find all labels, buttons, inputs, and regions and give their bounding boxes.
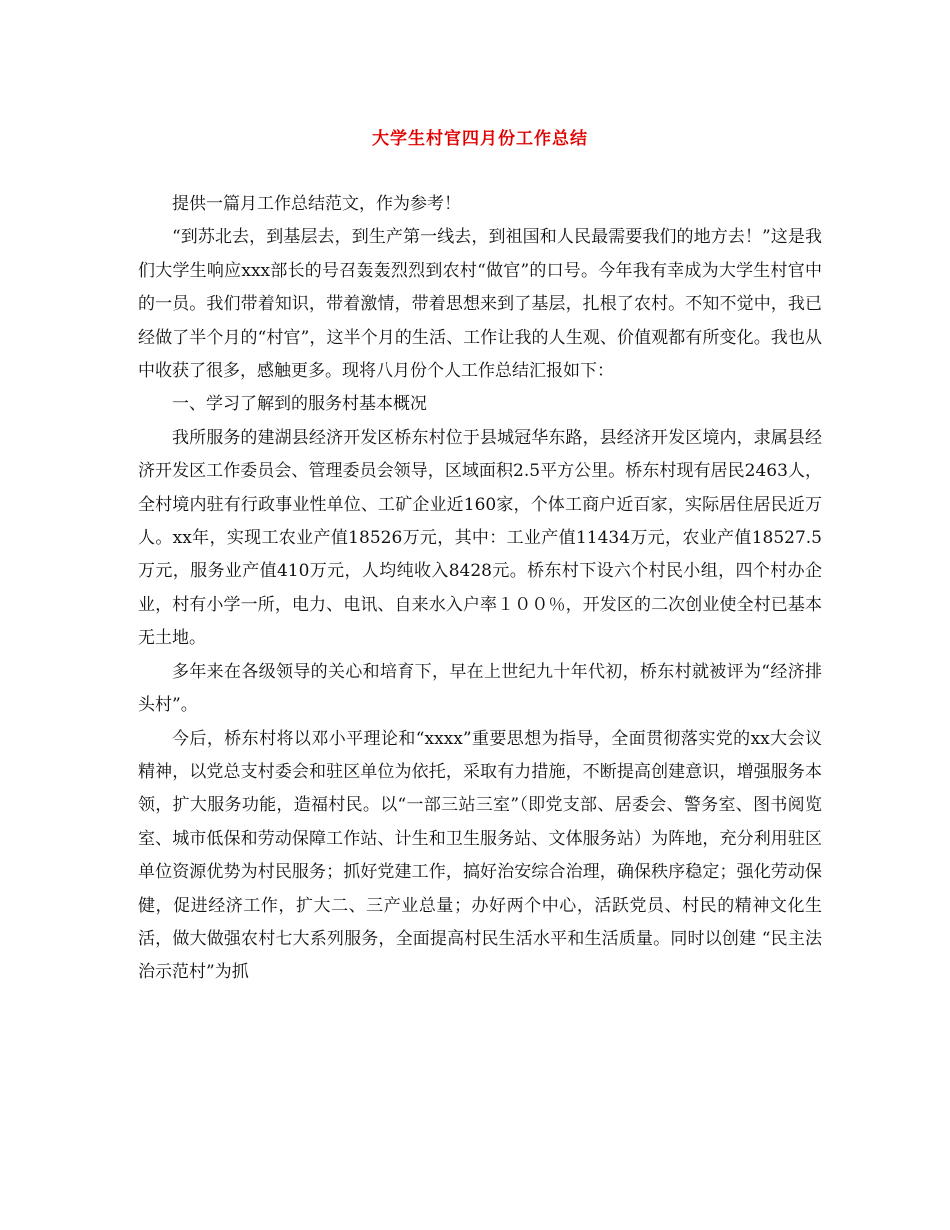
paragraph-future-plan: 今后，桥东村将以邓小平理论和“xxxx”重要思想为指导，全面贯彻落实党的xx大会议精神，以党总支村委会和驻区单位为依托，采取有力措施，不断提高创建意识，增强服务本领，扩大服务功能，造福村民。以“一部三站三室”（即党支部、居委会、警务室、图书阅览室、城市低保和劳动保障工作站、计生和卫生服务站、文体服务站）为阵地，充分利用驻区单位资源优势为村民服务；抓好党建工作，搞好治安综合治理，确保秩序稳定；强化劳动保健，促进经济工作，扩大二、三产业总量；办好两个中心，活跃党员、村民的精神文化生活，做大做强农村七大系列服务，全面提高村民生活水平和生活质量。同时以创建 “民主法治示范村”为抓 <box>138 728 822 983</box>
paragraph-intro: 提供一篇月工作总结范文，作为参考！ <box>172 194 461 214</box>
paragraph-honor: 多年来在各级领导的关心和培育下，早在上世纪九十年代初，桥东村就被评为“经济排头村”。 <box>138 661 822 716</box>
document-body <box>138 188 822 990</box>
section-heading-village-overview: 一、学习了解到的服务村基本概况 <box>172 394 427 415</box>
document-title: 大学生村官四月份工作总结 <box>372 129 588 149</box>
paragraph-slogan: “到苏北去，到基层去，到生产第一线去，到祖国和人民最需要我们的地方去！”这是我们大学生响应xxx部长的号召轰轰烈烈到农村“做官”的口号。今年我有幸成为大学生村官中的一员。我们带着知识，带着激情，带着思想来到了基层，扎根了农村。不知不觉中，我已经做了半个月的“村官”，这半个月的生活、工作让我的人生观、价值观都有所变化。我也从中收获了很多，感触更多。现将八月份个人工作总结汇报如下： <box>138 227 822 382</box>
paragraph-village-stats: 我所服务的建湖县经济开发区桥东村位于县城冠华东路，县经济开发区境内，隶属县经济开发区工作委员会、管理委员会领导，区域面积2.5平方公里。桥东村现有居民2463人，全村境内驻有行政事业性单位、工矿企业近160家，个体工商户近百家，实际居住居民近万人。xx年，实现工农业产值18526万元，其中：工业产值11434万元，农业产值18527.5万元，服务业产值410万元，人均纯收入8428元。桥东村下设六个村民小组，四个村办企业，村有小学一所，电力、电讯、自来水入户率１００％，开发区的二次创业使全村已基本无土地。 <box>138 427 822 649</box>
